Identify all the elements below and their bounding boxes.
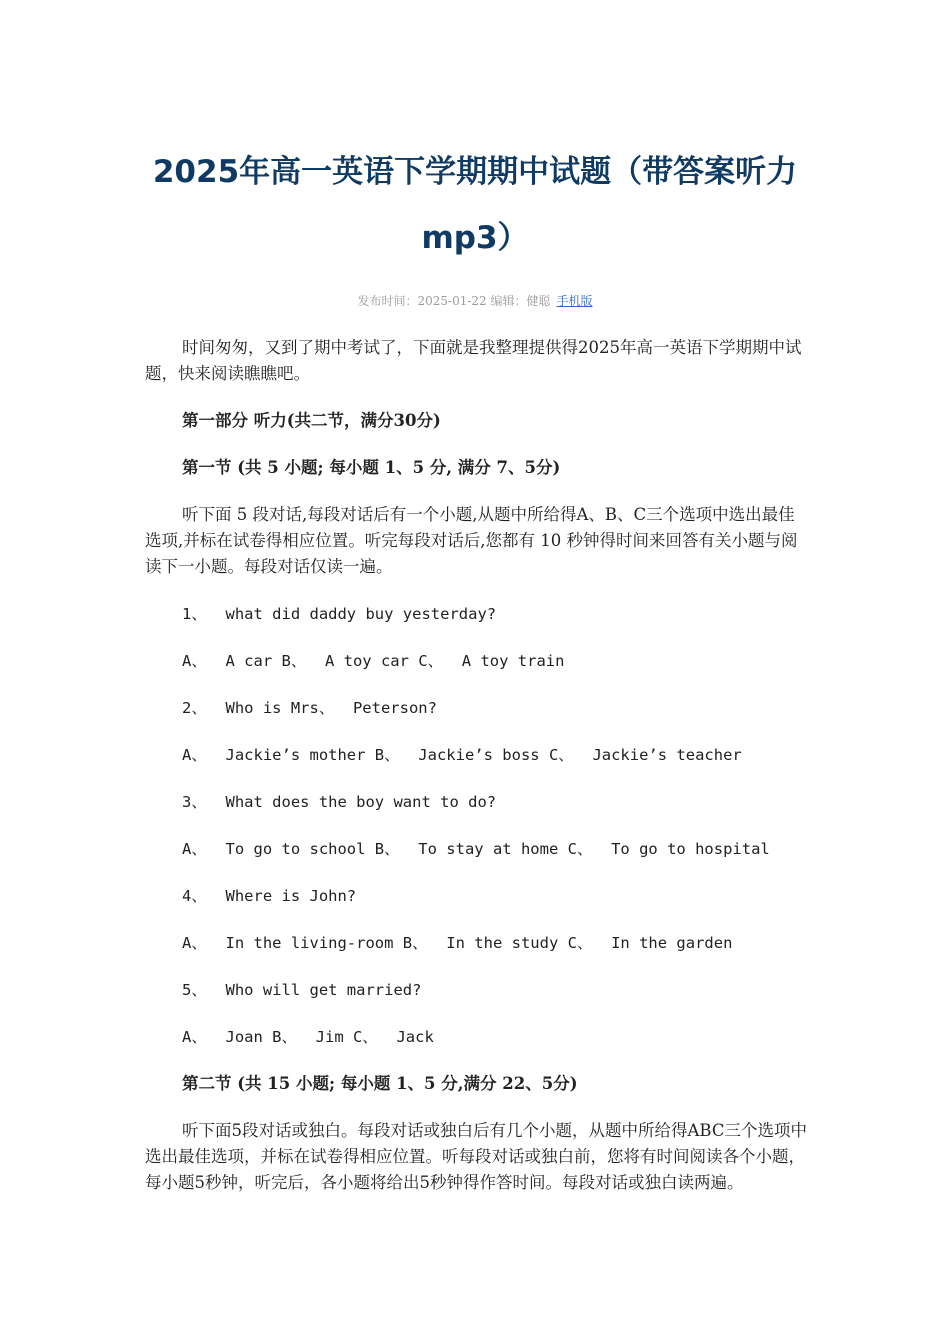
question-line: 2、 Who is Mrs、 Peterson? <box>182 699 437 717</box>
question-line: 5、 Who will get married? <box>182 981 422 999</box>
article-title: 2025年高一英语下学期期中试题（带答案听力mp3） <box>152 153 798 256</box>
question-line: 4、 Where is John? <box>182 887 357 905</box>
options-line: A、 Jackie’s mother B、 Jackie’s boss C、 Jackie’s teacher <box>182 746 742 764</box>
section1-heading: 第一节 (共 5 小题; 每小题 1、5 分, 满分 7、5分) <box>182 458 561 477</box>
section2-heading: 第二节 (共 15 小题; 每小题 1、5 分,满分 22、5分) <box>182 1074 578 1093</box>
options-line: A、 Joan B、 Jim C、 Jack <box>182 1028 434 1046</box>
question-line: 1、 what did daddy buy yesterday? <box>182 605 497 623</box>
section1-instructions: 听下面 5 段对话,每段对话后有一个小题,从题中所给得A、B、C三个选项中选出最佳选项,并标在试卷得相应位置。听完每段对话后,您都有 10 秒钟得时间来回答有关小题与阅读下一小题。每段对话仅读一遍。 <box>145 505 798 576</box>
options-line: A、 To go to school B、 To stay at home C、 To go to hospital <box>182 840 770 858</box>
options-line: A、 In the living-room B、 In the study C、 In the garden <box>182 934 733 952</box>
part1-heading: 第一部分 听力(共二节，满分30分) <box>182 411 441 430</box>
intro-paragraph: 时间匆匆，又到了期中考试了，下面就是我整理提供得2025年高一英语下学期期中试题，快来阅读瞧瞧吧。 <box>145 338 802 383</box>
publish-info: 发布时间：2025-01-22 编辑：健聪 <box>357 294 551 308</box>
article-body <box>145 335 807 1217</box>
section2-instructions: 听下面5段对话或独白。每段对话或独白后有几个小题，从题中所给得ABC三个选项中选出最佳选项，并标在试卷得相应位置。听每段对话或独白前，您将有时间阅读各个小题，每小题5秒钟，听完后，各小题将给出5秒钟得作答时间。每段对话或独白读两遍。 <box>145 1121 807 1192</box>
options-line: A、 A car B、 A toy car C、 A toy train <box>182 652 565 670</box>
question-line: 3、 What does the boy want to do? <box>182 793 497 811</box>
mobile-version-link[interactable]: 手机版 <box>556 294 593 308</box>
article-meta <box>0 292 950 310</box>
